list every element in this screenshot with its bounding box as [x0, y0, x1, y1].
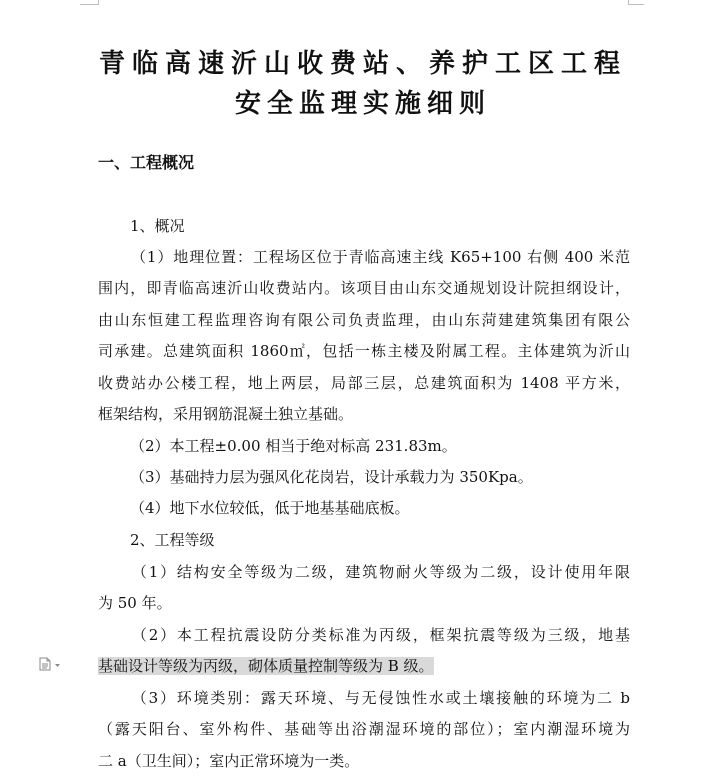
paragraph-line: 框架结构，采用钢筋混凝土独立基础。	[98, 405, 354, 424]
paragraph-line: 为 50 年。	[98, 594, 172, 613]
subsection-overview: 1、概况	[130, 217, 185, 235]
section-heading: 一、工程概况	[98, 153, 195, 172]
paragraph-line: 二 a（卫生间）；室内正常环境为一类。	[98, 751, 360, 770]
paragraph-groundwater: （4）地下水位较低，低于地基基础底板。	[130, 499, 410, 517]
paragraph-elevation: （2）本工程±0.00 相当于绝对标高 231.83m。	[130, 437, 457, 455]
paragraph-line: （1）地理位置：工程场区位于青临高速主线 K65+100 右侧 400 米范	[130, 248, 630, 266]
paragraph-line: （露天阳台、室外构件、基础等出浴潮湿环境的部位）；室内潮湿环境为	[98, 720, 630, 739]
paragraph-bearing-layer: （3）基础持力层为强风化花岗岩，设计承载力为 350Kpa。	[130, 468, 533, 486]
paragraph-line	[98, 651, 630, 682]
crop-mark-top-left	[80, 4, 98, 5]
paragraph-safety-grade	[98, 557, 630, 620]
document-title-line-1: 青临高速沂山收费站、养护工区工程	[98, 49, 627, 79]
paragraph-line: 收费站办公楼工程，地上两层，局部三层，总建筑面积为 1408 平方米，	[98, 373, 630, 392]
paragraph-line: 司承建。总建筑面积 1860㎡，包括一栋主楼及附属工程。主体建筑为沂山	[98, 342, 630, 361]
paragraph-line: 围内，即青临高速沂山收费站内。该项目由山东交通规划设计院担纲设计，	[98, 279, 630, 298]
crop-mark-top-left-vertical	[98, 0, 99, 5]
crop-mark-top-right	[628, 4, 644, 5]
paragraph-line: （1）结构安全等级为二级，建筑物耐火等级为二级，设计使用年限	[130, 563, 630, 581]
document-title-line-2: 安全监理实施细则	[234, 89, 491, 119]
paragraph-line: （3）环境类别：露天环境、与无侵蚀性水或土壤接触的环境为二 b	[130, 689, 630, 707]
paragraph-environment	[98, 683, 630, 777]
crop-mark-top-right-vertical	[628, 0, 629, 5]
paragraph-seismic-grade	[98, 620, 630, 683]
paragraph-location	[98, 242, 630, 430]
paragraph-line: 由山东恒建工程监理咨询有限公司负责监理，由山东菏建建筑集团有限公	[98, 310, 630, 329]
paragraph-options-icon[interactable]	[38, 656, 62, 670]
subsection-grade: 2、工程等级	[130, 531, 215, 549]
paragraph-line: （2）本工程抗震设防分类标准为丙级，框架抗震等级为三级，地基	[130, 626, 630, 644]
text-selection-highlight[interactable]: 基础设计等级为丙级，砌体质量控制等级为 B 级。	[98, 657, 434, 676]
